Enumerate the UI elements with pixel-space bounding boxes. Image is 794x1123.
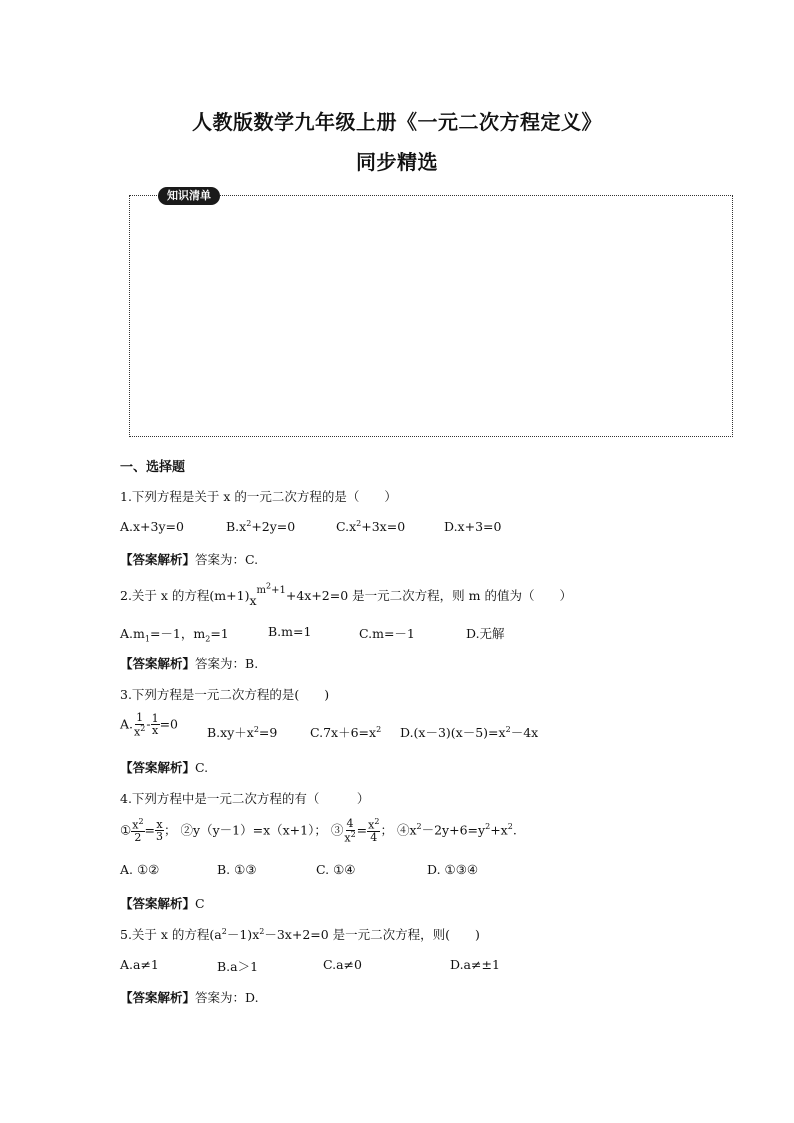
q2-option-d: D.无解 xyxy=(466,626,505,641)
q3-option-b: $B.xy+x^2=9$ xyxy=(207,724,278,740)
q4-option-d: D. ①③④ xyxy=(427,862,479,877)
section-heading: 一、选择题 xyxy=(120,460,186,475)
q4-option-c: C. ①④ xyxy=(316,862,356,877)
q1-option-b: $B.x^2+2y=0$ xyxy=(226,519,296,535)
q4-option-a: A. ①② xyxy=(120,862,160,877)
question-4-stem: 4.下列方程中是一元二次方程的有（ ） xyxy=(120,791,370,806)
q4-items: ① $\frac{x^2}{2}$ = $\frac{x}{3}$ ； ②y（y－1）=x（x+1）； ③ $\frac{4}{x^2}$ = $\frac{x^2}{4}$ ； $④x^2-2y+6=y^2+x^2$. xyxy=(120,817,517,845)
q1-option-c: $C.x^2+3x=0$ xyxy=(336,519,406,535)
q4-option-b: B. ①③ xyxy=(217,862,257,877)
q3-option-c: $C.7x+6=x^2$ xyxy=(310,724,382,740)
q1-answer: 【答案解析】答案为：C. xyxy=(120,552,259,567)
document-subtitle: 同步精选 xyxy=(356,150,438,174)
q1-option-d: D.x+3=0 xyxy=(444,519,502,534)
q4-answer: 【答案解析】C xyxy=(120,896,205,911)
q5-answer: 【答案解析】答案为：D. xyxy=(120,990,259,1005)
knowledge-box xyxy=(129,195,733,437)
q2-option-b: B.m=1 xyxy=(268,624,312,639)
question-3-stem: 3.下列方程是一元二次方程的是( ) xyxy=(120,687,330,702)
q5-option-a: A.a≠1 xyxy=(120,957,159,972)
q2-option-c: C.m=－1 xyxy=(359,626,415,641)
q2-option-a: $A.m_1=-1$，$m_2=1$ xyxy=(120,626,229,644)
q3-answer: 【答案解析】C. xyxy=(120,760,209,775)
q3-option-a: A. $\frac{1}{x^2}$ - $\frac{1}{x}$ =0 xyxy=(120,711,178,739)
q5-option-b: B.a＞1 xyxy=(217,959,259,974)
q1-option-a: A.x+3y=0 xyxy=(120,519,184,534)
knowledge-tag: 知识清单 xyxy=(158,187,220,205)
question-1-stem: 1.下列方程是关于 x 的一元二次方程的是（ ） xyxy=(120,489,397,504)
q2-answer: 【答案解析】答案为：B. xyxy=(120,656,259,671)
question-2-stem: 2.关于 x 的方程$(m+1)x^{m^2+1}+4x+2=0$ 是一元二次方程，则 m 的值为（ ） xyxy=(120,581,572,608)
q3-option-d: $D.(x-3)(x-5)=x^2-4x$ xyxy=(400,724,539,740)
question-5-stem: 5.关于 x 的方程$(a^2-1)x^2-3x+2=0$ 是一元二次方程，则( ) xyxy=(120,926,480,942)
q5-option-c: C.a≠0 xyxy=(323,957,362,972)
q5-option-d: D.a≠±1 xyxy=(450,957,500,972)
document-title: 人教版数学九年级上册《一元二次方程定义》 xyxy=(192,110,602,134)
